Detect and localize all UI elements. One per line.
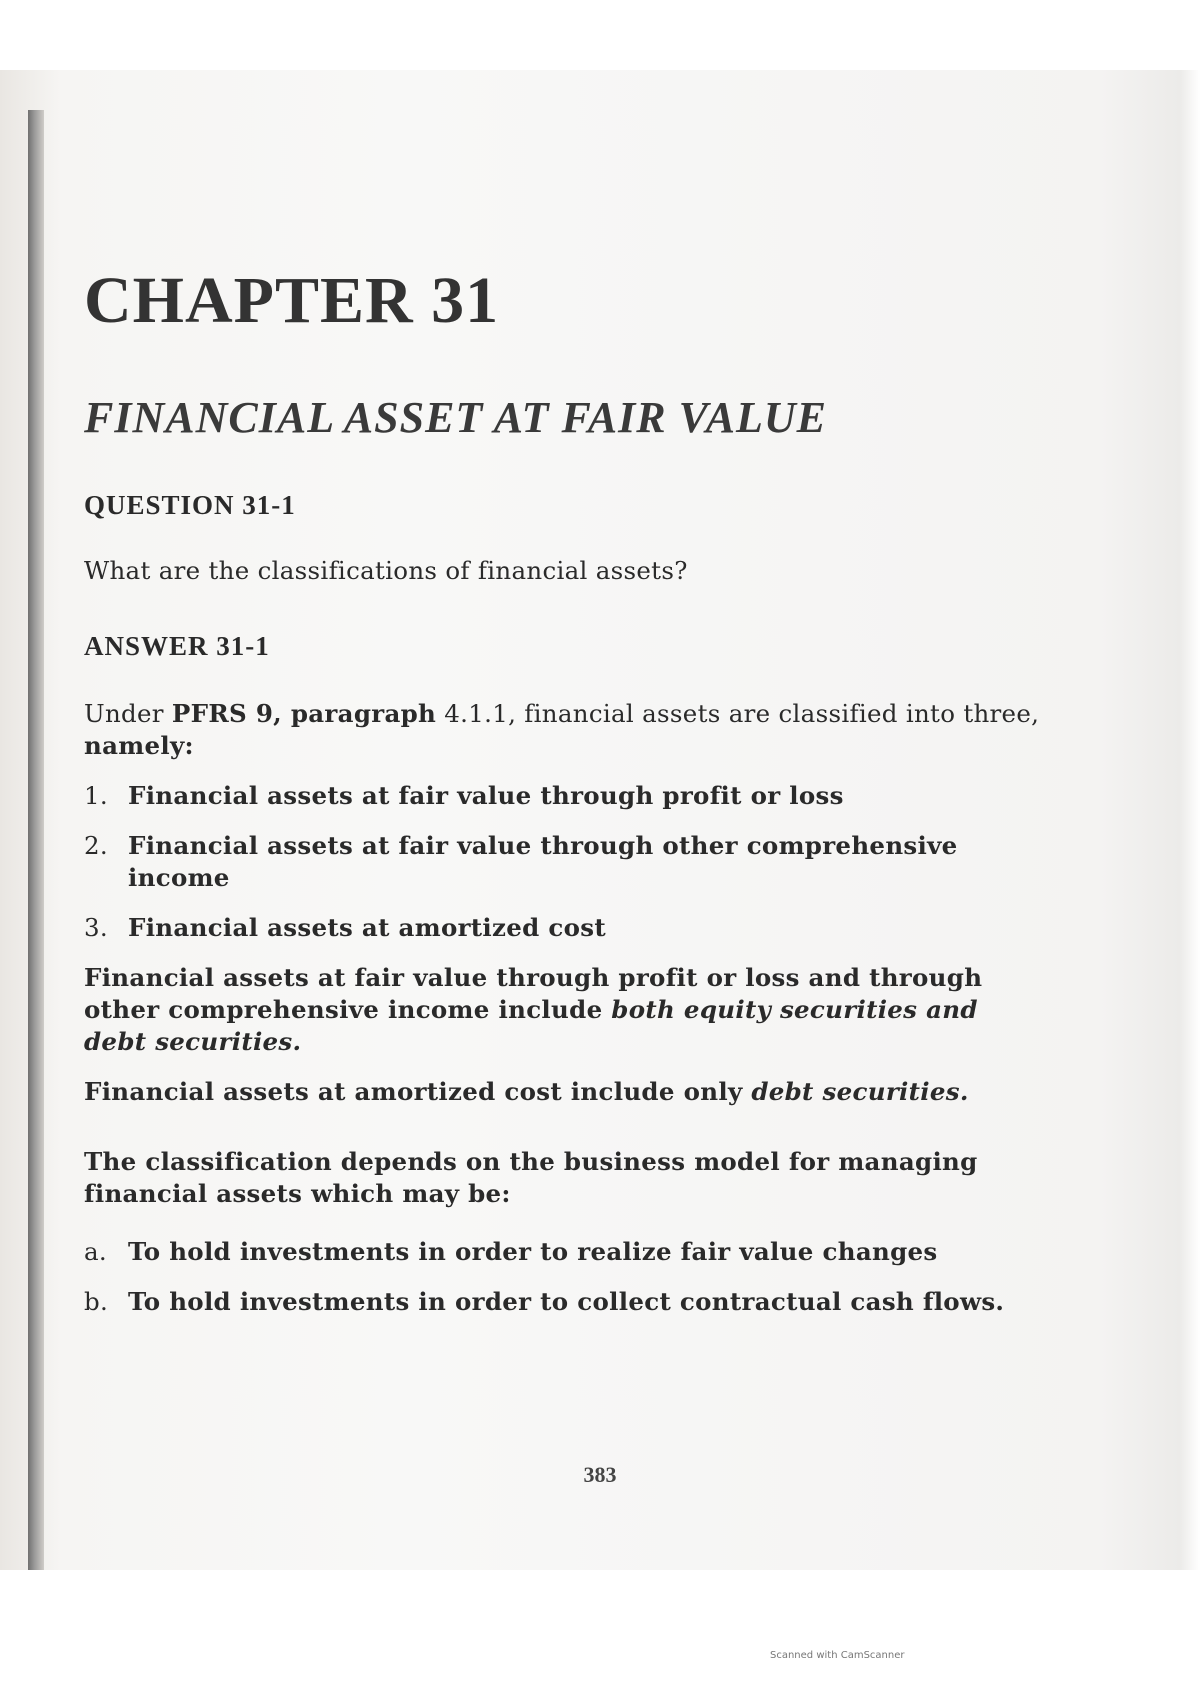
list-item xyxy=(84,912,1044,944)
classification-list xyxy=(84,780,1044,944)
question-heading: QUESTION 31-1 xyxy=(84,490,296,520)
business-model-paragraph: The classification depends on the business model for managing financial assets which may be: xyxy=(84,1147,978,1208)
list-item xyxy=(84,1236,1044,1268)
list-item xyxy=(84,1286,1044,1318)
list-item xyxy=(84,780,1044,812)
paragraph-emphasis: both equity securities and debt securities. xyxy=(84,995,978,1056)
list-item-text: Financial assets at amortized cost xyxy=(128,913,606,942)
paragraph-text: Financial assets at fair value through profit or loss and through other comprehensive income include xyxy=(84,963,983,1024)
chapter-title: CHAPTER 31 xyxy=(84,264,500,337)
list-item-letter: b. xyxy=(84,1287,109,1316)
list-item-text: To hold investments in order to collect contractual cash flows. xyxy=(128,1287,1005,1316)
business-model-list xyxy=(84,1236,1044,1318)
answer-intro-namely: namely: xyxy=(84,731,194,760)
chapter-subtitle: FINANCIAL ASSET AT FAIR VALUE xyxy=(84,393,828,442)
answer-intro-post: 4.1.1, financial assets are classified into three, xyxy=(436,699,1040,728)
paragraph-text: Financial assets at amortized cost include only xyxy=(84,1077,752,1106)
list-item-number: 2. xyxy=(84,831,108,860)
question-text: What are the classifications of financial assets? xyxy=(84,556,688,585)
page-number: 383 xyxy=(583,1462,617,1487)
list-item-text: Financial assets at fair value through other comprehensive income xyxy=(128,831,958,892)
equity-debt-paragraph xyxy=(84,962,1044,1058)
book-spine-shadow xyxy=(28,110,44,1570)
amortized-cost-paragraph xyxy=(84,1076,1044,1108)
scanner-watermark: Scanned with CamScanner xyxy=(770,1650,905,1661)
answer-intro-pre: Under xyxy=(84,699,172,728)
list-item-text: Financial assets at fair value through profit or loss xyxy=(128,781,844,810)
list-item xyxy=(84,830,1044,894)
answer-intro xyxy=(84,698,1044,762)
answer-intro-standard: PFRS 9, paragraph xyxy=(171,699,437,728)
page-content xyxy=(84,264,1044,1336)
list-item-number: 1. xyxy=(84,781,108,810)
answer-heading: ANSWER 31-1 xyxy=(84,631,270,661)
list-item-letter: a. xyxy=(84,1237,107,1266)
paragraph-emphasis: debt securities. xyxy=(751,1077,969,1106)
list-item-text: To hold investments in order to realize fair value changes xyxy=(128,1237,938,1266)
list-item-number: 3. xyxy=(84,913,108,942)
